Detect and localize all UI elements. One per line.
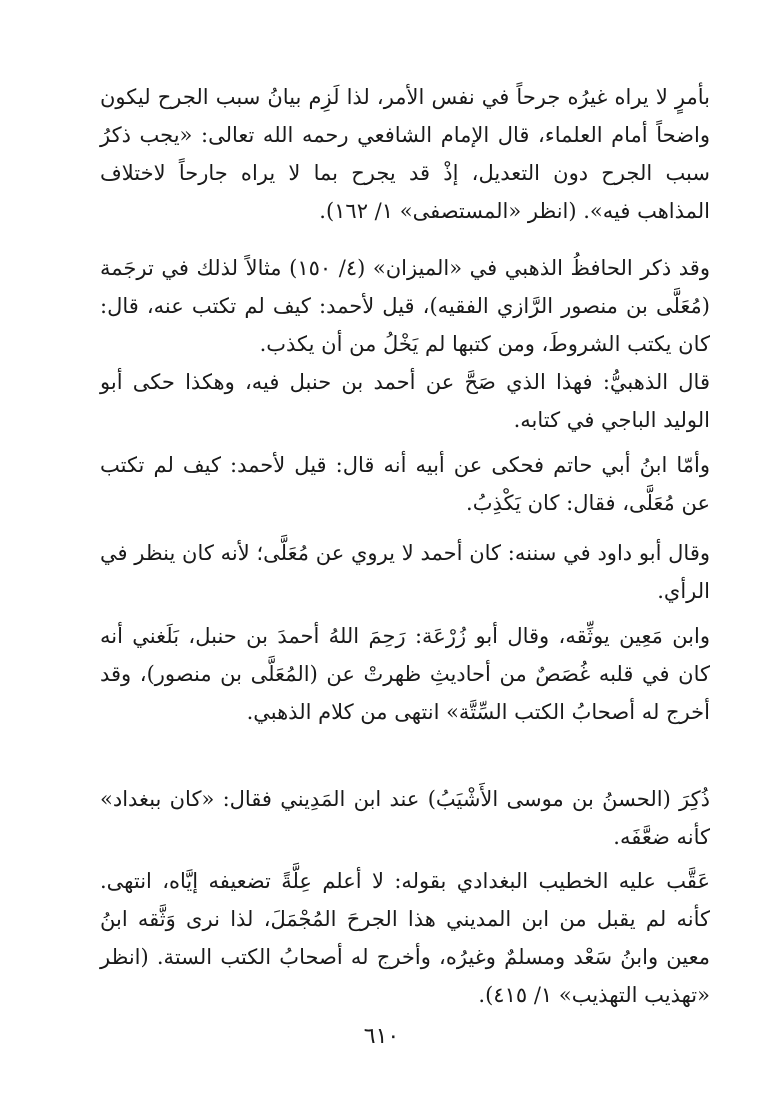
paragraph-text: ذُكِرَ (الحسنُ بن موسى الأَشْيَبُ) عند ابن المَدِيني فقال: «كان ببغداد» كأنه ضعَّفَه.	[100, 787, 710, 849]
paragraph-text: وقال أبو داود في سننه: كان أحمد لا يروي عن مُعَلَّى؛ لأنه كان ينظر في الرأي.	[100, 541, 710, 603]
page-number: ٦١٠	[363, 1024, 400, 1049]
paragraph-6	[100, 617, 710, 731]
paragraph-text: عَقَّب عليه الخطيب البغدادي بقوله: لا أعلم عِلَّةً تضعيفه إيَّاه، انتهى. كأنه لم يقبل من ابن المديني هذا الجرحَ المُجْمَلَ، لذا نرى وَثَّقه ابنُ معين وابنُ سَعْد ومسلمٌ وغيرُه، وأخرج له أصحابُ الكتب الستة. (انظر «تهذيب التهذيب» ١/ ٤١٥).	[100, 869, 710, 1007]
paragraph-7	[100, 780, 710, 856]
paragraph-5	[100, 534, 710, 610]
paragraph-text: بأمرٍ لا يراه غيرُه جرحاً في نفس الأمر، لذا لَزِم بيانُ سبب الجرح ليكون واضحاً أمام العلماء، قال الإمام الشافعي رحمه الله تعالى: «يجب ذكرُ سبب الجرح دون التعديل، إذْ قد يجرح بما لا يراه جارحاً لاختلاف المذاهب فيه». (انظر «المستصفى» ١/ ١٦٢).	[100, 85, 710, 223]
paragraph-2	[100, 249, 710, 363]
paragraph-4	[100, 446, 710, 522]
paragraph-text: قال الذهبيُّ: فهذا الذي صَحَّ عن أحمد بن حنبل فيه، وهكذا حكى أبو الوليد الباجي في كتابه.	[100, 370, 710, 432]
paragraph-1	[100, 78, 710, 230]
paragraph-text: وقد ذكر الحافظُ الذهبي في «الميزان» (٤/ ١٥٠) مثالاً لذلك في ترجَمة (مُعَلَّى بن منصور الرَّازي الفقيه)، قيل لأحمد: كيف لم تكتب عنه، قال: كان يكتب الشروطَ، ومن كتبها لم يَخْلُ من أن يكذب.	[100, 256, 710, 356]
paragraph-text: وابن مَعِين يوثِّقه، وقال أبو زُرْعَة: رَحِمَ اللهُ أحمدَ بن حنبل، بَلَغني أنه كان في قلبه غُصَصٌ من أحاديثِ ظهرتْ عن (المُعَلَّى بن منصور)، وقد أخرج له أصحابُ الكتب السِّتَّة» انتهى من كلام الذهبي.	[100, 624, 710, 724]
paragraph-8	[100, 862, 710, 1014]
paragraph-3	[100, 363, 710, 439]
paragraph-text: وأمّا ابنُ أبي حاتم فحكى عن أبيه أنه قال: قيل لأحمد: كيف لم تكتب عن مُعَلَّى، فقال: كان يَكْذِبُ.	[100, 453, 710, 515]
